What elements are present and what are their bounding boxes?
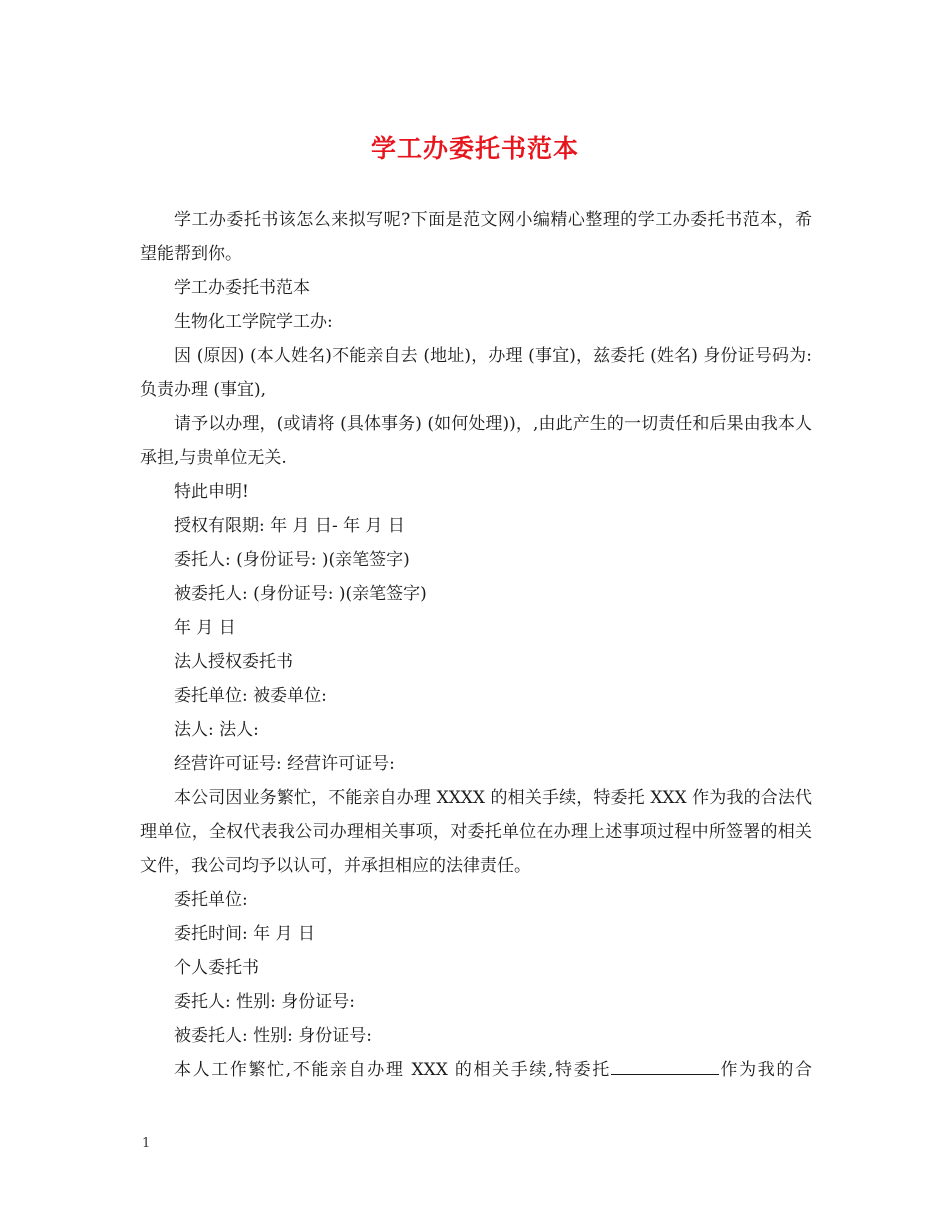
paragraph: 经营许可证号: 经营许可证号: [174, 754, 395, 774]
paragraph: 被委托人: (身份证号: )(亲笔签字) [174, 584, 427, 604]
paragraph: 请予以办理，(或请将 (具体事务) (如何处理))，,由此产生的一切责任和后果由我本人承担,与贵单位无关. [140, 414, 812, 468]
paragraph: 被委托人: 性别: 身份证号: [174, 1026, 372, 1046]
page-number: 1 [142, 1136, 151, 1151]
paragraph: 个人委托书 [174, 958, 259, 978]
paragraph: 法人: 法人: [174, 720, 259, 740]
paragraph: 法人授权委托书 [174, 652, 293, 672]
paragraph: 委托时间: 年 月 日 [174, 924, 315, 944]
paragraph-text: 作为我的合 [718, 1060, 812, 1080]
paragraph: 因 (原因) (本人姓名)不能亲自去 (地址)，办理 (事宜)，兹委托 (姓名) 身份证号码为: 负责办理 (事宜), [140, 346, 812, 400]
paragraph: 生物化工学院学工办: [174, 312, 333, 332]
paragraph: 委托人: 性别: 身份证号: [174, 992, 355, 1012]
paragraph: 学工办委托书该怎么来拟写呢?下面是范文网小编精心整理的学工办委托书范本，希望能帮到你。 [140, 210, 812, 264]
paragraph-text: 本人工作繁忙,不能亲自办理 XXX 的相关手续,特委托 [174, 1060, 611, 1080]
paragraph: 特此申明! [174, 482, 249, 502]
document-body [140, 203, 812, 1087]
paragraph-last [140, 1053, 812, 1087]
paragraph: 本公司因业务繁忙，不能亲自办理 XXXX 的相关手续，特委托 XXX 作为我的合法代理单位，全权代表我公司办理相关事项，对委托单位在办理上述事项过程中所签署的相关文件，我公司均予以认可，并承担相应的法律责任。 [140, 788, 812, 876]
paragraph: 年 月 日 [174, 618, 236, 638]
document-title: 学工办委托书范本 [370, 134, 579, 163]
paragraph: 委托人: (身份证号: )(亲笔签字) [174, 550, 410, 570]
fill-in-blank [611, 1059, 719, 1075]
paragraph: 委托单位: [174, 890, 248, 910]
paragraph: 授权有限期: 年 月 日- 年 月 日 [174, 516, 405, 536]
paragraph: 学工办委托书范本 [174, 278, 310, 298]
paragraph: 委托单位: 被委单位: [174, 686, 327, 706]
